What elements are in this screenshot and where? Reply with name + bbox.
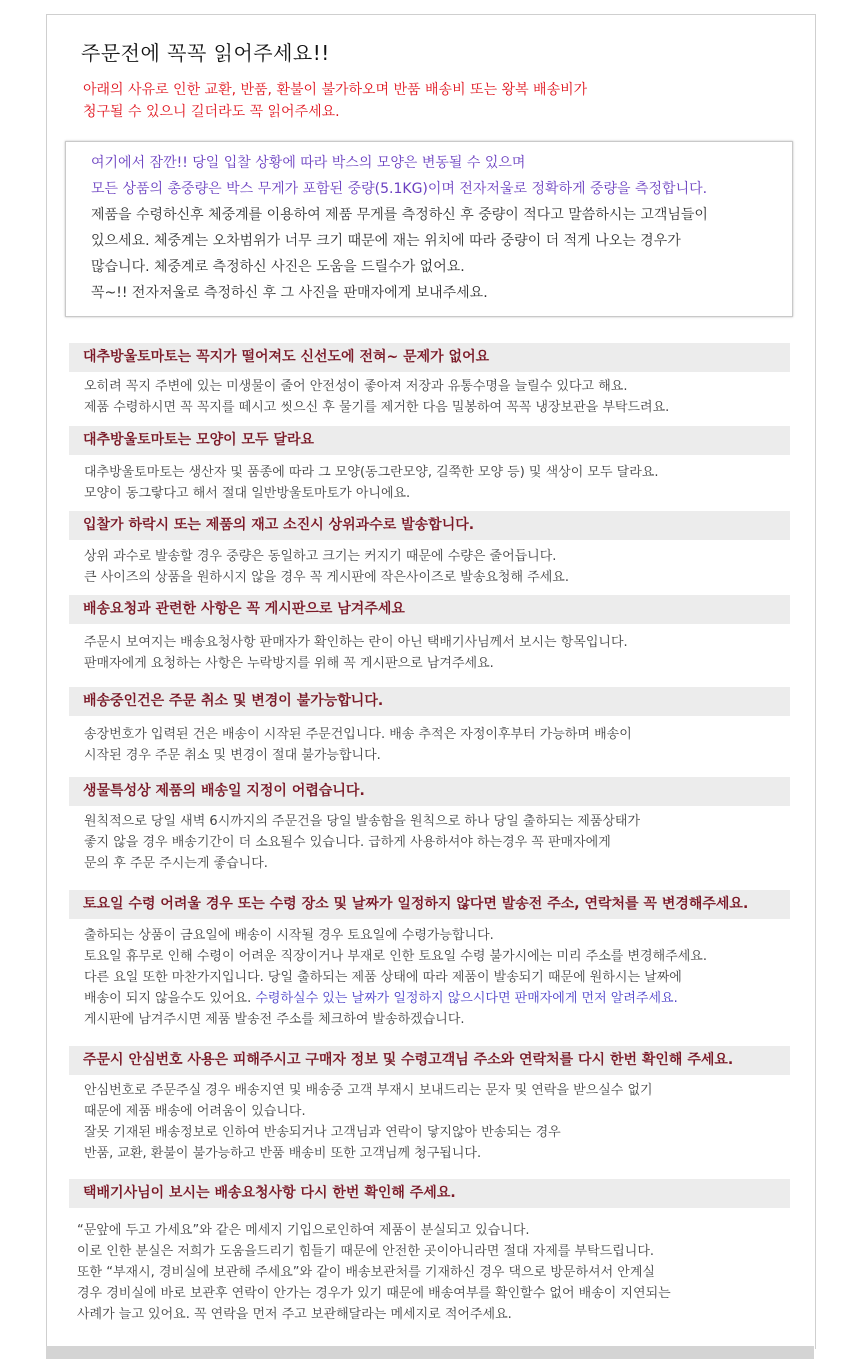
section-heading: 주문시 안심번호 사용은 피해주시고 구매자 정보 및 수령고객님 주소와 연락처를 다시 한번 확인해 주세요.	[69, 1046, 790, 1075]
section-body	[84, 925, 784, 1030]
notice-line: 많습니다. 체중계로 측정하신 사진은 도움을 드릴수가 없어요.	[91, 259, 465, 275]
section-line	[84, 988, 784, 1009]
section-heading: 배송요청과 관련한 사항은 꼭 게시판으로 남겨주세요	[69, 595, 790, 624]
warning-text	[83, 79, 743, 123]
section-line: 제품 수령하시면 꼭 꼭지를 떼시고 씻으신 후 물기를 제거한 다음 밀봉하여 꼭꼭 냉장보관을 부탁드려요.	[84, 400, 670, 415]
section-line: 상위 과수로 발송할 경우 중량은 동일하고 크기는 커지기 때문에 수량은 줄어듭니다.	[84, 549, 557, 564]
section-heading: 입찰가 하락시 또는 제품의 재고 소진시 상위과수로 발송합니다.	[69, 511, 790, 540]
section-heading: 토요일 수령 어려울 경우 또는 수령 장소 및 날짜가 일정하지 않다면 발송전 주소, 연락처를 꼭 변경해주세요.	[69, 890, 790, 919]
section-body	[84, 724, 784, 766]
section-heading: 택배기사님이 보시는 배송요청사항 다시 한번 확인해 주세요.	[69, 1179, 790, 1208]
section-body	[84, 462, 784, 504]
section-line: 판매자에게 요청하는 사항은 누락방지를 위해 꼭 게시판으로 남겨주세요.	[84, 656, 494, 671]
section-text: 배송이 되지 않을수도 있어요.	[84, 991, 252, 1006]
warning-line: 아래의 사유로 인한 교환, 반품, 환불이 불가하오며 반품 배송비 또는 왕복 배송비가	[83, 82, 588, 98]
section-line: 송장번호가 입력된 건은 배송이 시작된 주문건입니다. 배송 추적은 자정이후부터 가능하며 배송이	[84, 727, 632, 742]
section-line: 게시판에 남겨주시면 제품 발송전 주소를 체크하여 발송하겠습니다.	[84, 1012, 465, 1027]
section-heading: 배송중인건은 주문 취소 및 변경이 불가능합니다.	[69, 687, 790, 716]
page-title: 주문전에 꼭꼭 읽어주세요!!	[81, 41, 330, 65]
notice-line: 여기에서 잠깐!! 당일 입찰 상황에 따라 박스의 모양은 변동될 수 있으며	[91, 155, 526, 171]
section-body	[84, 632, 784, 674]
highlight-text: 수령하실수 있는 날짜가 일정하지 않으시다면 판매자에게 먼저 알려주세요.	[251, 991, 678, 1006]
section-line: 대추방울토마토는 생산자 및 품종에 따라 그 모양(동그란모양, 길쭉한 모양 등) 및 색상이 모두 달라요.	[84, 465, 659, 480]
section-line: 토요일 휴무로 인해 수령이 어려운 직장이거나 부재로 인한 토요일 수령 불가시에는 미리 주소를 변경해주세요.	[84, 949, 707, 964]
section-body	[84, 376, 784, 418]
section-line: 다른 요일 또한 마찬가지입니다. 당일 출하되는 제품 상태에 따라 제품이 발송되기 때문에 원하시는 날짜에	[84, 970, 682, 985]
section-line: 잘못 기재된 배송정보로 인하여 반송되거나 고객님과 연락이 닿지않아 반송되는 경우	[84, 1125, 561, 1140]
section-line: 모양이 동그랗다고 해서 절대 일반방울토마토가 아니에요.	[84, 486, 411, 501]
section-line: 이로 인한 분실은 저희가 도움을드리기 힘들기 때문에 안전한 곳이아니라면 절대 자제를 부탁드립니다.	[77, 1244, 655, 1259]
section-line: 사례가 늘고 있어요. 꼭 연락을 먼저 주고 보관해달라는 메세지로 적어주세요.	[77, 1307, 512, 1322]
section-line: 또한 “부재시, 경비실에 보관해 주세요”와 같이 배송보관처를 기재하신 경우 댁으로 방문하셔서 안계실	[77, 1265, 655, 1280]
section-line: 출하되는 상품이 금요일에 배송이 시작될 경우 토요일에 수령가능합니다.	[84, 928, 494, 943]
notice-line: 있으세요. 체중계는 오차범위가 너무 크기 때문에 재는 위치에 따라 중량이 더 적게 나오는 경우가	[91, 233, 681, 249]
section-body	[77, 1220, 777, 1325]
section-heading: 대추방울토마토는 꼭지가 떨어져도 신선도에 전혀~ 문제가 없어요	[69, 343, 790, 372]
section-line: 문의 후 주문 주시는게 좋습니다.	[84, 856, 268, 871]
section-line: 좋지 않을 경우 배송기간이 더 소요될수 있습니다. 급하게 사용하셔야 하는경우 꼭 판매자에게	[84, 835, 611, 850]
notice-line: 모든 상품의 총중량은 박스 무게가 포함된 중량(5.1KG)이며 전자저울로 정확하게 중량을 측정합니다.	[91, 181, 708, 197]
warning-line: 청구될 수 있으니 길더라도 꼭 읽어주세요.	[83, 104, 340, 120]
notice-box	[65, 141, 793, 317]
section-line: 오히려 꼭지 주변에 있는 미생물이 줄어 안전성이 좋아져 저장과 유통수명을 늘릴수 있다고 해요.	[84, 379, 628, 394]
section-line: “문앞에 두고 가세요”와 같은 메세지 기입으로인하여 제품이 분실되고 있습니다.	[77, 1223, 530, 1238]
section-body	[84, 811, 784, 874]
section-line: 주문시 보여지는 배송요청사항 판매자가 확인하는 란이 아닌 택배기사님께서 보시는 항목입니다.	[84, 635, 628, 650]
section-line: 안심번호로 주문주실 경우 배송지연 및 배송중 고객 부재시 보내드리는 문자 및 연락을 받으실수 없기	[84, 1083, 653, 1098]
section-body	[84, 1080, 784, 1164]
section-line: 시작된 경우 주문 취소 및 변경이 절대 불가능합니다.	[84, 748, 381, 763]
section-heading: 생물특성상 제품의 배송일 지정이 어렵습니다.	[69, 777, 790, 806]
section-body	[84, 546, 784, 588]
section-line: 경우 경비실에 바로 보관후 연락이 안가는 경우가 있기 때문에 배송여부를 확인할수 없어 배송이 지연되는	[77, 1286, 671, 1301]
notice-line: 제품을 수령하신후 체중계를 이용하여 제품 무게를 측정하신 후 중량이 적다고 말씀하시는 고객님들이	[91, 207, 708, 223]
section-line: 큰 사이즈의 상품을 원하시지 않을 경우 꼭 게시판에 작은사이즈로 발송요청해 주세요.	[84, 570, 569, 585]
section-line: 때문에 제품 배송에 어려움이 있습니다.	[84, 1104, 306, 1119]
notice-line: 꼭~!! 전자저울로 측정하신 후 그 사진을 판매자에게 보내주세요.	[91, 285, 488, 301]
section-heading: 대추방울토마토는 모양이 모두 달라요	[69, 426, 790, 455]
bottom-bar	[46, 1346, 814, 1359]
section-line: 원칙적으로 당일 새벽 6시까지의 주문건을 당일 발송함을 원칙으로 하나 당일 출하되는 제품상태가	[84, 814, 641, 829]
section-line: 반품, 교환, 환불이 불가능하고 반품 배송비 또한 고객님께 청구됩니다.	[84, 1146, 482, 1161]
content-panel	[46, 14, 816, 1349]
